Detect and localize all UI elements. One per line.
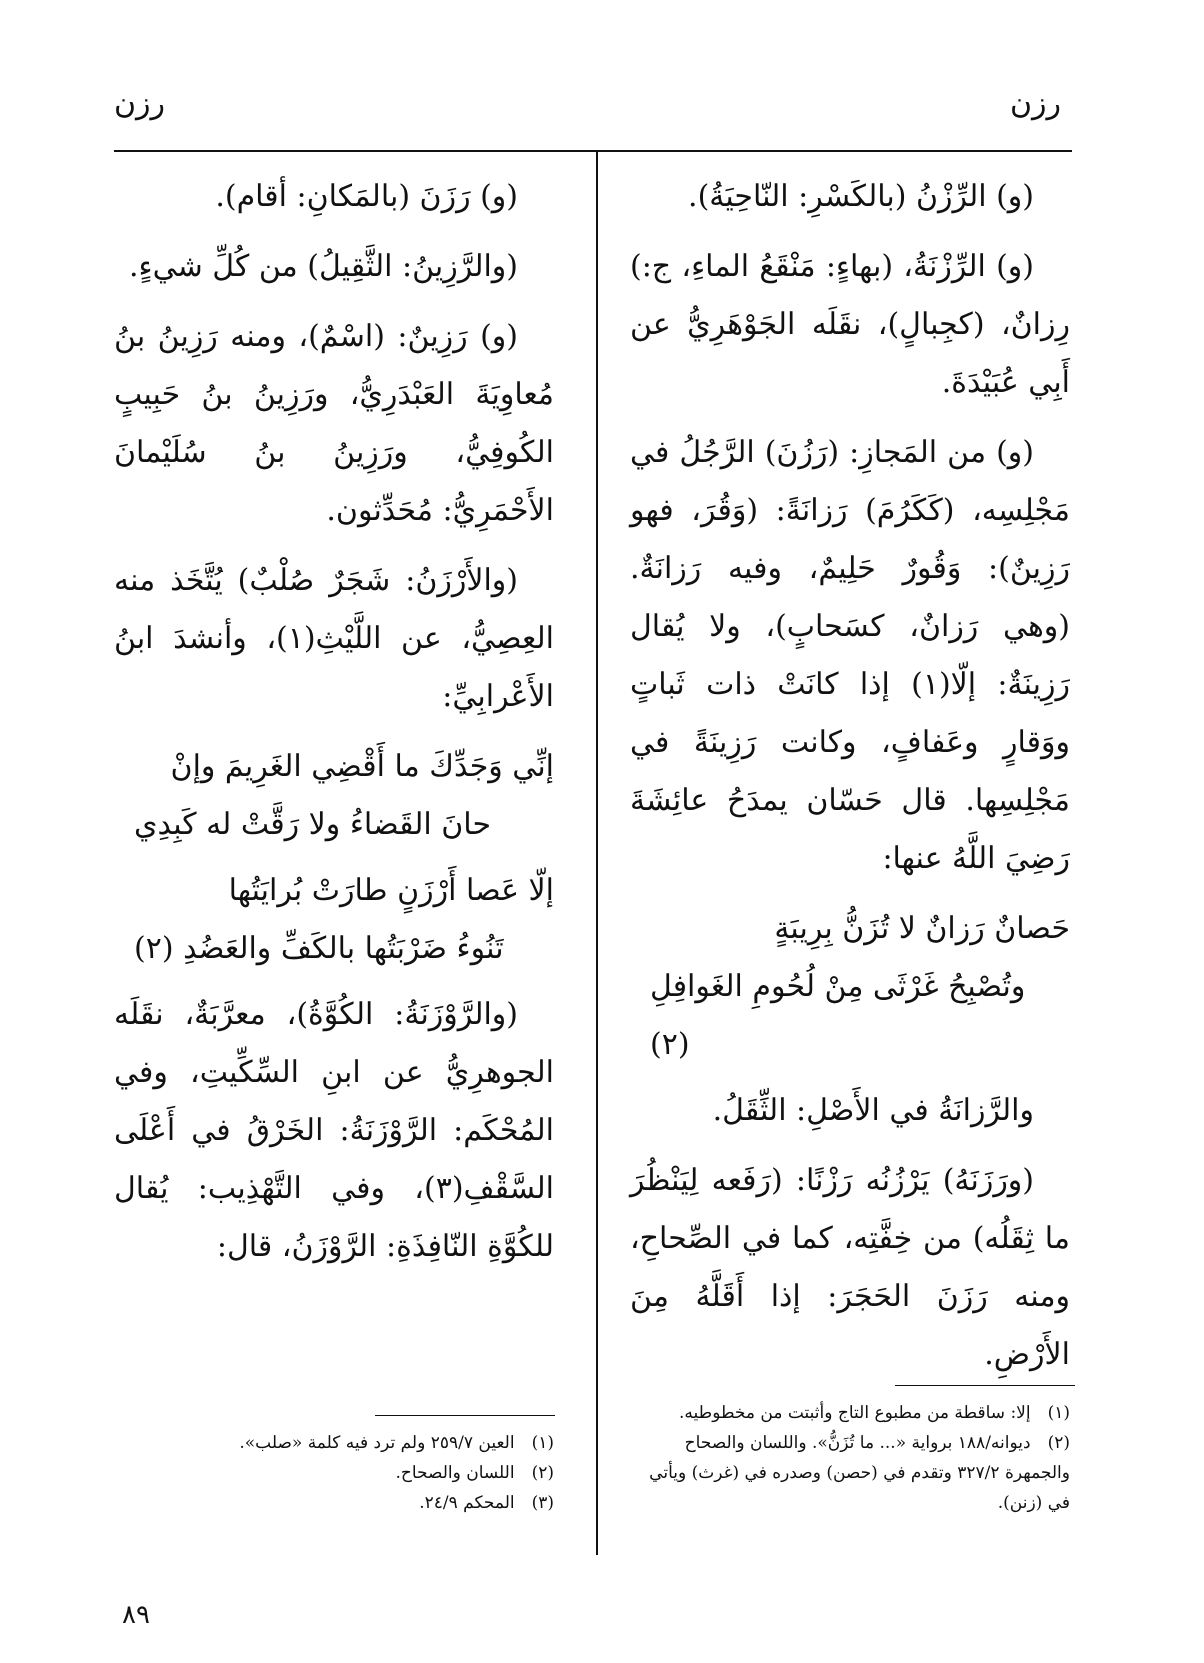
verse-first-hemistich: حَصانٌ رَزانٌ لا تُزَنُّ بِرِيبَةٍ — [774, 911, 1070, 946]
verse-second-hemistich: حانَ القَضاءُ ولا رَقَّتْ له كَبِدِي — [134, 807, 491, 842]
footnote-text: العين ٢٥٩/٧ ولم ترد فيه كلمة «صلب». — [239, 1433, 515, 1453]
footnote — [630, 1398, 1070, 1428]
footnote-text: ديوانه/١٨٨ برواية «... ما تُزَنُّ». واللسان والصحاح والجمهرة ٣٢٧/٢ وتقدم في (حصن) وصدره في (غرث) ويأتي في (زنن). — [649, 1433, 1070, 1513]
right-column — [630, 168, 1070, 1396]
paragraph: (والرَّزِينُ: الثَّقِيلُ) من كُلِّ شيءٍ. — [128, 249, 518, 284]
footnote — [114, 1458, 554, 1488]
paragraph: (والرَّوْزَنَةُ: الكُوَّةُ)، معرَّبَةٌ، نقَلَه الجوهرِيُّ عن ابنِ السِّكِّيتِ، وفي المُحْكَم: الرَّوْزَنَةُ: الخَرْقُ في أَعْلَى السَّقْفِ(٣)، وفي التَّهْذِيب: يُقال للكُوَّةِ النّافِذَةِ: الرَّوْزَنُ، قال: — [114, 997, 554, 1264]
footnote-number: (٢) — [531, 1463, 554, 1483]
page-number: ٨٩ — [122, 1600, 150, 1630]
running-header-left: رزن — [114, 86, 166, 121]
paragraph: والرَّزانَةُ في الأَصْلِ: الثِّقَلُ. — [712, 1093, 1034, 1128]
footnote-number: (٣) — [531, 1493, 554, 1513]
footnotes-left — [114, 1428, 554, 1518]
paragraph: (و) رَزَنَ (بالمَكانِ: أقام). — [215, 179, 518, 214]
paragraph: (و) رَزِينٌ: (اسْمٌ)، ومنه رَزِينُ بنُ مُعاوِيَةَ العَبْدَرِيُّ، ورَزِينُ بنُ حَبِيبٍ الكُوفِيُّ، ورَزِينُ بنُ سُلَيْمانَ الأَحْمَرِيُّ: مُحَدِّثون. — [114, 319, 554, 528]
footnote-text: اللسان والصحاح. — [395, 1463, 515, 1483]
footnote-text: المحكم ٢٤/٩. — [419, 1493, 515, 1513]
verse-first-hemistich: إنِّي وَجَدِّكَ ما أَقْضِي الغَرِيمَ وإنْ — [170, 749, 554, 784]
column-divider — [596, 150, 598, 1555]
left-column — [114, 168, 554, 1288]
footnote-number: (١) — [1047, 1403, 1070, 1423]
footnote — [114, 1428, 554, 1458]
header-rule — [114, 150, 1072, 152]
footnote-number: (٢) — [1047, 1433, 1070, 1453]
verse-second-hemistich: تَنُوءُ ضَرْبَتُها بالكَفِّ والعَضُدِ (٢) — [134, 931, 504, 966]
footnote-rule-left — [375, 1415, 555, 1416]
verse — [630, 900, 1070, 1074]
footnotes-right — [630, 1398, 1070, 1518]
paragraph: (ورَزَنَهُ) يَرْزُنُه رَزْنًا: (رَفَعه لِيَنْظُرَ ما ثِقَلُه) من خِفَّتِه، كما في الصِّحاحِ، ومنه رَزَنَ الحَجَرَ: إذا أَقَلَّهُ مِنَ الأَرْضِ. — [630, 1163, 1070, 1372]
verse-second-hemistich: وتُصْبِحُ غَرْثَى مِنْ لُحُومِ الغَوافِلِ (٢) — [650, 969, 1026, 1062]
running-header-right: رزن — [1010, 86, 1062, 121]
footnote-rule-right — [895, 1385, 1075, 1386]
paragraph: (و) من المَجازِ: (رَزُنَ) الرَّجُلُ في مَجْلِسِه، (كَكَرُمَ) رَزانَةً: (وَقُرَ، فهو رَزِينٌ): وَقُورٌ حَلِيمٌ، وفيه رَزانَةٌ. (وهي رَزانٌ، كسَحابٍ)، ولا يُقال رَزِينَةٌ: إلّا(١) إذا كانَتْ ذات ثَباتٍ ووَقارٍ وعَفافٍ، وكانت رَزِينَةً في مَجْلِسِها. قال حَسّان يمدَحُ عائِشَةَ رَضِيَ اللَّهُ عنها: — [630, 435, 1070, 876]
verse-first-hemistich: إلّا عَصا أَرْزَنٍ طارَتْ بُرايَتُها — [228, 873, 554, 908]
paragraph: (و) الرِّزْنَةُ، (بهاءٍ: مَنْقَعُ الماءِ، ج:) رِزانٌ، (كجِبالٍ)، نقَلَه الجَوْهَرِيُّ عن أَبِي عُبَيْدَةَ. — [630, 249, 1070, 400]
verse — [114, 738, 554, 854]
footnote — [114, 1488, 554, 1518]
footnote-number: (١) — [531, 1433, 554, 1453]
footnote-text: إلا: ساقطة من مطبوع التاج وأثبتت من مخطوطيه. — [679, 1403, 1031, 1423]
verse — [114, 862, 554, 978]
footnote — [630, 1428, 1070, 1518]
paragraph: (و) الرِّزْنُ (بالكَسْرِ: النّاحِيَةُ). — [688, 179, 1034, 214]
paragraph: (والأَرْزَنُ: شَجَرٌ صُلْبٌ) يُتَّخَذ منه العِصِيُّ، عن اللَّيْثِ(١)، وأنشدَ ابنُ الأَعْرابِيِّ: — [114, 563, 554, 714]
